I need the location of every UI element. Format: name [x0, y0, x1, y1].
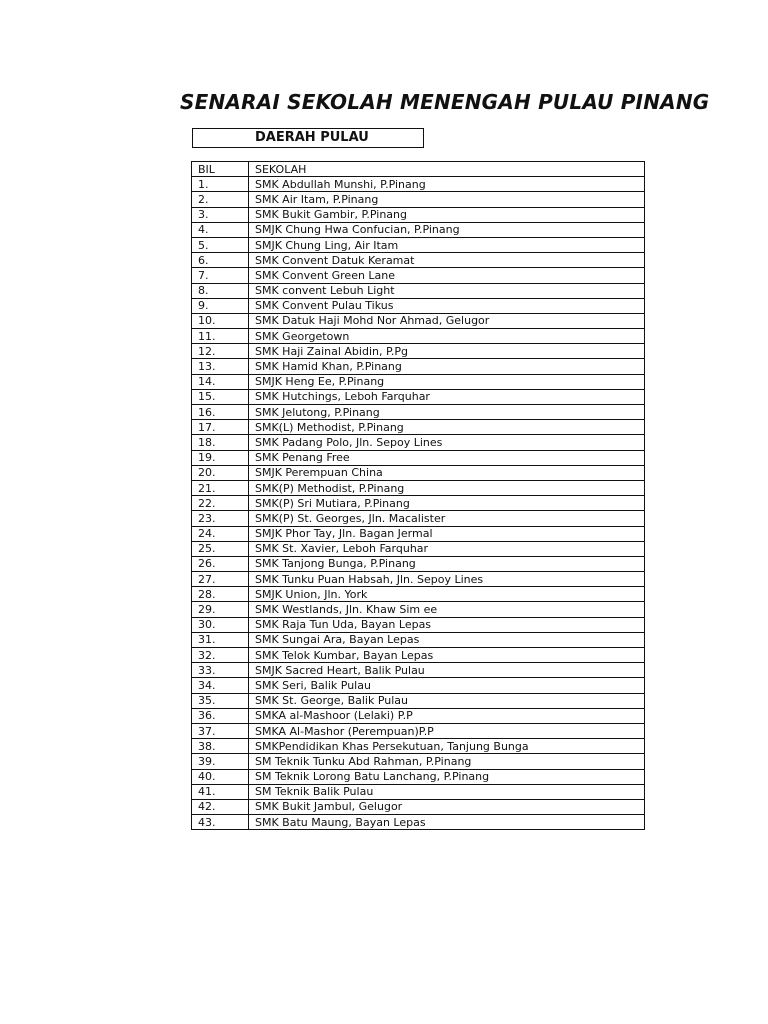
table-row: [192, 708, 645, 723]
table-row: [192, 450, 645, 465]
school-name: SMK Penang Free: [249, 450, 645, 465]
table-row: [192, 784, 645, 799]
district-label-box: [192, 128, 424, 148]
table-row: [192, 799, 645, 814]
row-number: 27.: [192, 572, 249, 587]
row-number: 30.: [192, 617, 249, 632]
table-row: [192, 405, 645, 420]
row-number: 19.: [192, 450, 249, 465]
table-row: [192, 237, 645, 252]
row-number: 3.: [192, 207, 249, 222]
row-number: 5.: [192, 237, 249, 252]
row-number: 39.: [192, 754, 249, 769]
school-name: SMK Hutchings, Leboh Farquhar: [249, 389, 645, 404]
school-name: SMK Georgetown: [249, 329, 645, 344]
table-row: [192, 192, 645, 207]
table-row: [192, 496, 645, 511]
row-number: 25.: [192, 541, 249, 556]
row-number: 43.: [192, 815, 249, 830]
row-number: 42.: [192, 799, 249, 814]
table-row: [192, 435, 645, 450]
row-number: 8.: [192, 283, 249, 298]
school-name: SMK Air Itam, P.Pinang: [249, 192, 645, 207]
school-name: SMK St. Xavier, Leboh Farquhar: [249, 541, 645, 556]
school-name: SMK(P) St. Georges, Jln. Macalister: [249, 511, 645, 526]
table-row: [192, 344, 645, 359]
school-name: SMK Raja Tun Uda, Bayan Lepas: [249, 617, 645, 632]
table-row: [192, 648, 645, 663]
school-name: SMK Bukit Gambir, P.Pinang: [249, 207, 645, 222]
row-number: 18.: [192, 435, 249, 450]
school-name: SMK Haji Zainal Abidin, P.Pg: [249, 344, 645, 359]
table-row: [192, 769, 645, 784]
school-table: [191, 161, 645, 830]
school-name: SMK St. George, Balik Pulau: [249, 693, 645, 708]
school-name: SMJK Chung Hwa Confucian, P.Pinang: [249, 222, 645, 237]
table-row: [192, 207, 645, 222]
table-row: [192, 283, 645, 298]
school-name: SMK Tunku Puan Habsah, Jln. Sepoy Lines: [249, 572, 645, 587]
school-table-body: [192, 162, 645, 830]
table-row: [192, 177, 645, 192]
school-name: SMK(P) Sri Mutiara, P.Pinang: [249, 496, 645, 511]
row-number: 11.: [192, 329, 249, 344]
table-row: [192, 754, 645, 769]
row-number: 23.: [192, 511, 249, 526]
school-name: SMJK Sacred Heart, Balik Pulau: [249, 663, 645, 678]
table-row: [192, 374, 645, 389]
row-number: 12.: [192, 344, 249, 359]
row-number: 24.: [192, 526, 249, 541]
school-name: SMKPendidikan Khas Persekutuan, Tanjung Bunga: [249, 739, 645, 754]
table-row: [192, 268, 645, 283]
school-name: SMJK Phor Tay, Jln. Bagan Jermal: [249, 526, 645, 541]
school-name: SMK(P) Methodist, P.Pinang: [249, 480, 645, 495]
row-number: 16.: [192, 405, 249, 420]
row-number: 4.: [192, 222, 249, 237]
table-row: [192, 359, 645, 374]
row-number: 32.: [192, 648, 249, 663]
row-number: 13.: [192, 359, 249, 374]
row-number: 1.: [192, 177, 249, 192]
school-name: SMK Bukit Jambul, Gelugor: [249, 799, 645, 814]
table-row: [192, 632, 645, 647]
header-sekolah: SEKOLAH: [249, 162, 645, 177]
row-number: 10.: [192, 313, 249, 328]
district-label: DAERAH PULAU: [255, 130, 369, 145]
school-name: SMK Sungai Ara, Bayan Lepas: [249, 632, 645, 647]
table-row: [192, 663, 645, 678]
school-name: SMK Telok Kumbar, Bayan Lepas: [249, 648, 645, 663]
row-number: 29.: [192, 602, 249, 617]
table-row: [192, 313, 645, 328]
row-number: 21.: [192, 480, 249, 495]
school-name: SMK Convent Datuk Keramat: [249, 253, 645, 268]
school-name: SMK Batu Maung, Bayan Lepas: [249, 815, 645, 830]
table-row: [192, 587, 645, 602]
row-number: 7.: [192, 268, 249, 283]
row-number: 34.: [192, 678, 249, 693]
row-number: 38.: [192, 739, 249, 754]
table-row: [192, 739, 645, 754]
table-row: [192, 617, 645, 632]
table-row: [192, 420, 645, 435]
row-number: 6.: [192, 253, 249, 268]
school-name: SMJK Heng Ee, P.Pinang: [249, 374, 645, 389]
row-number: 40.: [192, 769, 249, 784]
school-name: SMK Padang Polo, Jln. Sepoy Lines: [249, 435, 645, 450]
school-name: SMKA al-Mashoor (Lelaki) P.P: [249, 708, 645, 723]
table-row: [192, 815, 645, 830]
table-row: [192, 253, 645, 268]
table-row: [192, 480, 645, 495]
row-number: 20.: [192, 465, 249, 480]
row-number: 37.: [192, 723, 249, 738]
row-number: 36.: [192, 708, 249, 723]
school-name: SMK Hamid Khan, P.Pinang: [249, 359, 645, 374]
table-row: [192, 389, 645, 404]
school-name: SM Teknik Tunku Abd Rahman, P.Pinang: [249, 754, 645, 769]
table-row: [192, 556, 645, 571]
school-name: SMK Convent Green Lane: [249, 268, 645, 283]
school-name: SMKA Al-Mashor (Perempuan)P.P: [249, 723, 645, 738]
school-name: SMJK Perempuan China: [249, 465, 645, 480]
row-number: 14.: [192, 374, 249, 389]
table-row: [192, 222, 645, 237]
table-row: [192, 511, 645, 526]
school-name: SMK(L) Methodist, P.Pinang: [249, 420, 645, 435]
table-row: [192, 602, 645, 617]
row-number: 15.: [192, 389, 249, 404]
school-name: SMK Abdullah Munshi, P.Pinang: [249, 177, 645, 192]
row-number: 9.: [192, 298, 249, 313]
table-row: [192, 541, 645, 556]
row-number: 41.: [192, 784, 249, 799]
school-name: SMJK Chung Ling, Air Itam: [249, 237, 645, 252]
table-row: [192, 678, 645, 693]
school-name: SMK convent Lebuh Light: [249, 283, 645, 298]
school-name: SMK Convent Pulau Tikus: [249, 298, 645, 313]
table-row: [192, 572, 645, 587]
row-number: 31.: [192, 632, 249, 647]
school-name: SM Teknik Lorong Batu Lanchang, P.Pinang: [249, 769, 645, 784]
school-name: SMK Datuk Haji Mohd Nor Ahmad, Gelugor: [249, 313, 645, 328]
row-number: 17.: [192, 420, 249, 435]
school-name: SMK Jelutong, P.Pinang: [249, 405, 645, 420]
school-name: SMJK Union, Jln. York: [249, 587, 645, 602]
row-number: 26.: [192, 556, 249, 571]
page-title: SENARAI SEKOLAH MENENGAH PULAU PINANG: [180, 90, 710, 114]
row-number: 35.: [192, 693, 249, 708]
school-name: SM Teknik Balik Pulau: [249, 784, 645, 799]
table-row: [192, 465, 645, 480]
table-row: [192, 329, 645, 344]
row-number: 2.: [192, 192, 249, 207]
school-name: SMK Seri, Balik Pulau: [249, 678, 645, 693]
table-header-row: [192, 162, 645, 177]
row-number: 22.: [192, 496, 249, 511]
header-bil: BIL: [192, 162, 249, 177]
school-name: SMK Tanjong Bunga, P.Pinang: [249, 556, 645, 571]
table-row: [192, 526, 645, 541]
row-number: 28.: [192, 587, 249, 602]
table-row: [192, 693, 645, 708]
school-name: SMK Westlands, Jln. Khaw Sim ee: [249, 602, 645, 617]
row-number: 33.: [192, 663, 249, 678]
table-row: [192, 298, 645, 313]
table-row: [192, 723, 645, 738]
